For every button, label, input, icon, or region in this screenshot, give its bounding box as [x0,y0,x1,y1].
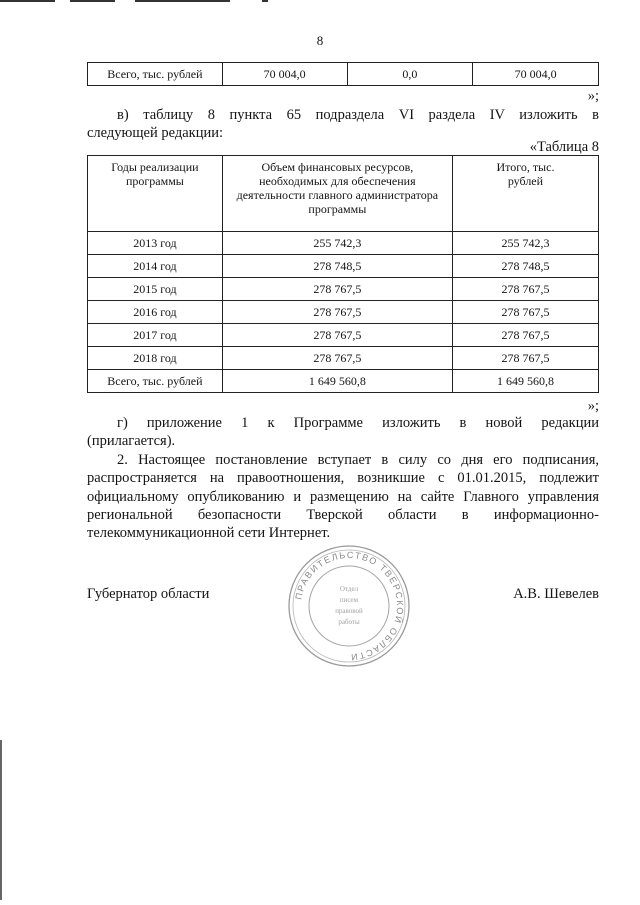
table-cell: 278 748,5 [452,255,598,278]
table-cell: 2017 год [88,324,223,347]
table-cell: 278 767,5 [222,347,452,370]
table-cell: 70 004,0 [473,63,599,86]
table-row [88,324,599,347]
table-cell: 255 742,3 [452,232,598,255]
paragraph-2-line5: телекоммуникационной сети Интернет. [87,525,331,541]
svg-text:Отдел: Отдел [339,585,359,593]
paragraph-v-line1: в) таблицу 8 пункта 65 подраздела VI раздела IV изложить в [117,107,599,123]
table-cell: 278 748,5 [222,255,452,278]
table-cell: 2014 год [88,255,223,278]
table-cell: 278 767,5 [452,324,598,347]
table-row [88,255,599,278]
svg-text:ПРАВИТЕЛЬСТВО ТВЕРСКОЙ ОБЛАСТИ: ПРАВИТЕЛЬСТВО ТВЕРСКОЙ ОБЛАСТИ [293,549,406,663]
svg-text:писем: писем [339,596,359,604]
table-cell: 278 767,5 [222,324,452,347]
table-header-row [88,156,599,232]
table-cell: 278 767,5 [222,301,452,324]
table-cell: 1 649 560,8 [452,370,598,393]
table-row [88,278,599,301]
page-number: 8 [316,33,324,48]
signature-position: Губернатор области [87,586,210,602]
table-row [88,232,599,255]
scan-edge-left [0,740,2,900]
paragraph-2-line4: региональной безопасности Тверской области в информационно- [87,507,599,523]
paragraph-2-line2: распространяется на правоотношения, возникшие с 01.01.2015, подлежит [87,470,599,486]
signature-name: А.В. Шевелев [513,586,599,602]
paragraph-g-line1: г) приложение 1 к Программе изложить в новой редакции [117,415,599,431]
table-cell: 278 767,5 [452,301,598,324]
closing-quote-mark: »; [587,398,599,414]
svg-text:работы: работы [338,618,360,626]
table-row [88,301,599,324]
official-seal-icon [286,543,412,669]
table-cell: 70 004,0 [222,63,347,86]
table-cell: Всего, тыс. рублей [88,63,223,86]
header-total: Итого, тыс. рублей [452,156,598,232]
table-cell: 2016 год [88,301,223,324]
table-cell: 278 767,5 [452,278,598,301]
table-cell: 255 742,3 [222,232,452,255]
table-cell: Всего, тыс. рублей [88,370,223,393]
previous-table-total [87,62,599,86]
paragraph-2-line3: официальному опубликованию и размещению на сайте Главного управления [87,489,599,505]
paragraph-2-line1: 2. Настоящее постановление вступает в силу со дня его подписания, [117,452,599,468]
table-caption: «Таблица 8 [529,139,599,155]
table-row [88,370,599,393]
table-cell: 278 767,5 [452,347,598,370]
paragraph-v-line2: следующей редакции: [87,125,224,141]
table-cell: 1 649 560,8 [222,370,452,393]
table-row [88,347,599,370]
table-8 [87,155,599,393]
table-row [88,63,599,86]
header-financing: Объем финансовых ресурсов, необходимых для обеспечения деятельности главного администратора программы [222,156,452,232]
table-cell: 0,0 [347,63,473,86]
table-cell: 2013 год [88,232,223,255]
svg-text:правовой: правовой [335,607,363,615]
paragraph-g-line2: (прилагается). [87,433,176,449]
table-cell: 2018 год [88,347,223,370]
closing-quote-mark: »; [587,88,599,104]
scan-edge-top [0,0,640,3]
table-cell: 2015 год [88,278,223,301]
table-cell: 278 767,5 [222,278,452,301]
header-years: Годы реализации программы [88,156,223,232]
